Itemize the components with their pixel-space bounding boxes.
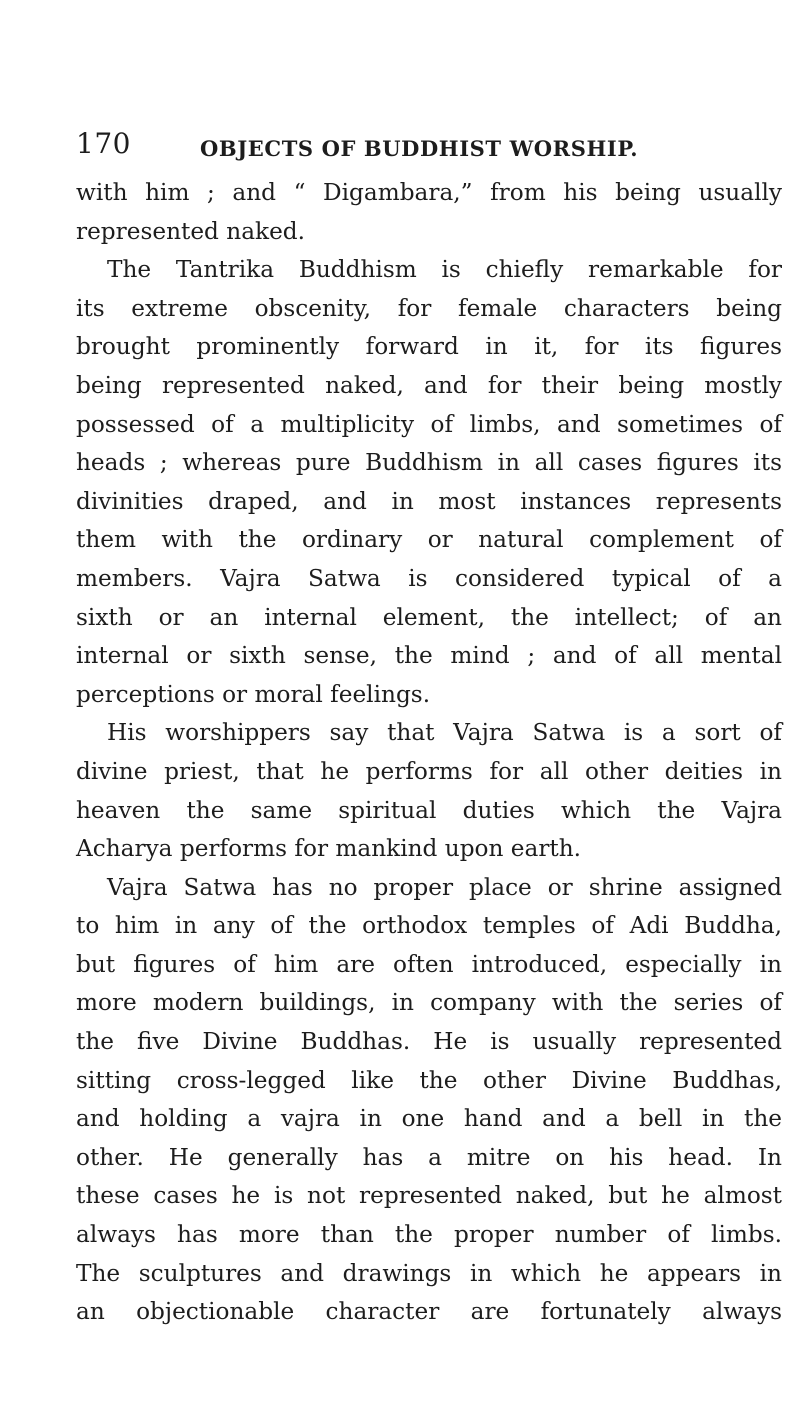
text-line: other. He generally has a mitre on his head. In xyxy=(76,1143,782,1171)
text-line: Vajra Satwa has no proper place or shrine assigned xyxy=(107,873,782,901)
text-line: divinities draped, and in most instances represents xyxy=(76,487,782,515)
text-line: an objectionable character are fortunately always xyxy=(76,1298,782,1326)
text-line: heaven the same spiritual duties which the Vajra xyxy=(76,796,782,824)
text-line: and holding a vajra in one hand and a bell in the xyxy=(76,1105,782,1133)
text-line: its extreme obscenity, for female characters being xyxy=(76,294,782,322)
text-line: sixth or an internal element, the intellect; of an xyxy=(76,603,782,631)
text-line: heads ; whereas pure Buddhism in all cases figures its xyxy=(76,449,782,477)
text-line: these cases he is not represented naked, but he almost xyxy=(76,1182,782,1210)
text-line: but figures of him are often introduced, especially in xyxy=(76,950,782,978)
text-line: Acharya performs for mankind upon earth. xyxy=(76,835,582,863)
text-line: being represented naked, and for their being mostly xyxy=(76,371,782,399)
text-line: The sculptures and drawings in which he appears in xyxy=(76,1259,782,1287)
text-line: represented naked. xyxy=(76,217,306,245)
text-line: always has more than the proper number of limbs. xyxy=(76,1221,782,1249)
text-line: brought prominently forward in it, for its figures xyxy=(76,333,782,361)
text-line: with him ; and “ Digambara,” from his being usually xyxy=(76,179,782,206)
text-line: members. Vajra Satwa is considered typical of a xyxy=(76,564,782,592)
running-head xyxy=(76,127,776,167)
text-line: The Tantrika Buddhism is chiefly remarkable for xyxy=(107,256,782,284)
text-line: to him in any of the orthodox temples of Adi Buddha, xyxy=(76,912,782,940)
text-line: the five Divine Buddhas. He is usually represented xyxy=(76,1028,782,1056)
text-line: sitting cross-legged like the other Divine Buddhas, xyxy=(76,1066,782,1094)
text-line: internal or sixth sense, the mind ; and of all mental xyxy=(76,642,782,670)
page-number: 170 xyxy=(76,127,131,160)
text-line: more modern buildings, in company with the series of xyxy=(76,989,782,1017)
text-line: His worshippers say that Vajra Satwa is a sort of xyxy=(107,719,782,747)
text-line: possessed of a multiplicity of limbs, and sometimes of xyxy=(76,410,782,438)
text-line: divine priest, that he performs for all other deities in xyxy=(76,757,782,785)
body-text xyxy=(76,174,782,1332)
text-line: them with the ordinary or natural complement of xyxy=(76,526,782,554)
text-line: perceptions or moral feelings. xyxy=(76,680,431,708)
running-title: OBJECTS OF BUDDHIST WORSHIP. xyxy=(200,136,639,161)
